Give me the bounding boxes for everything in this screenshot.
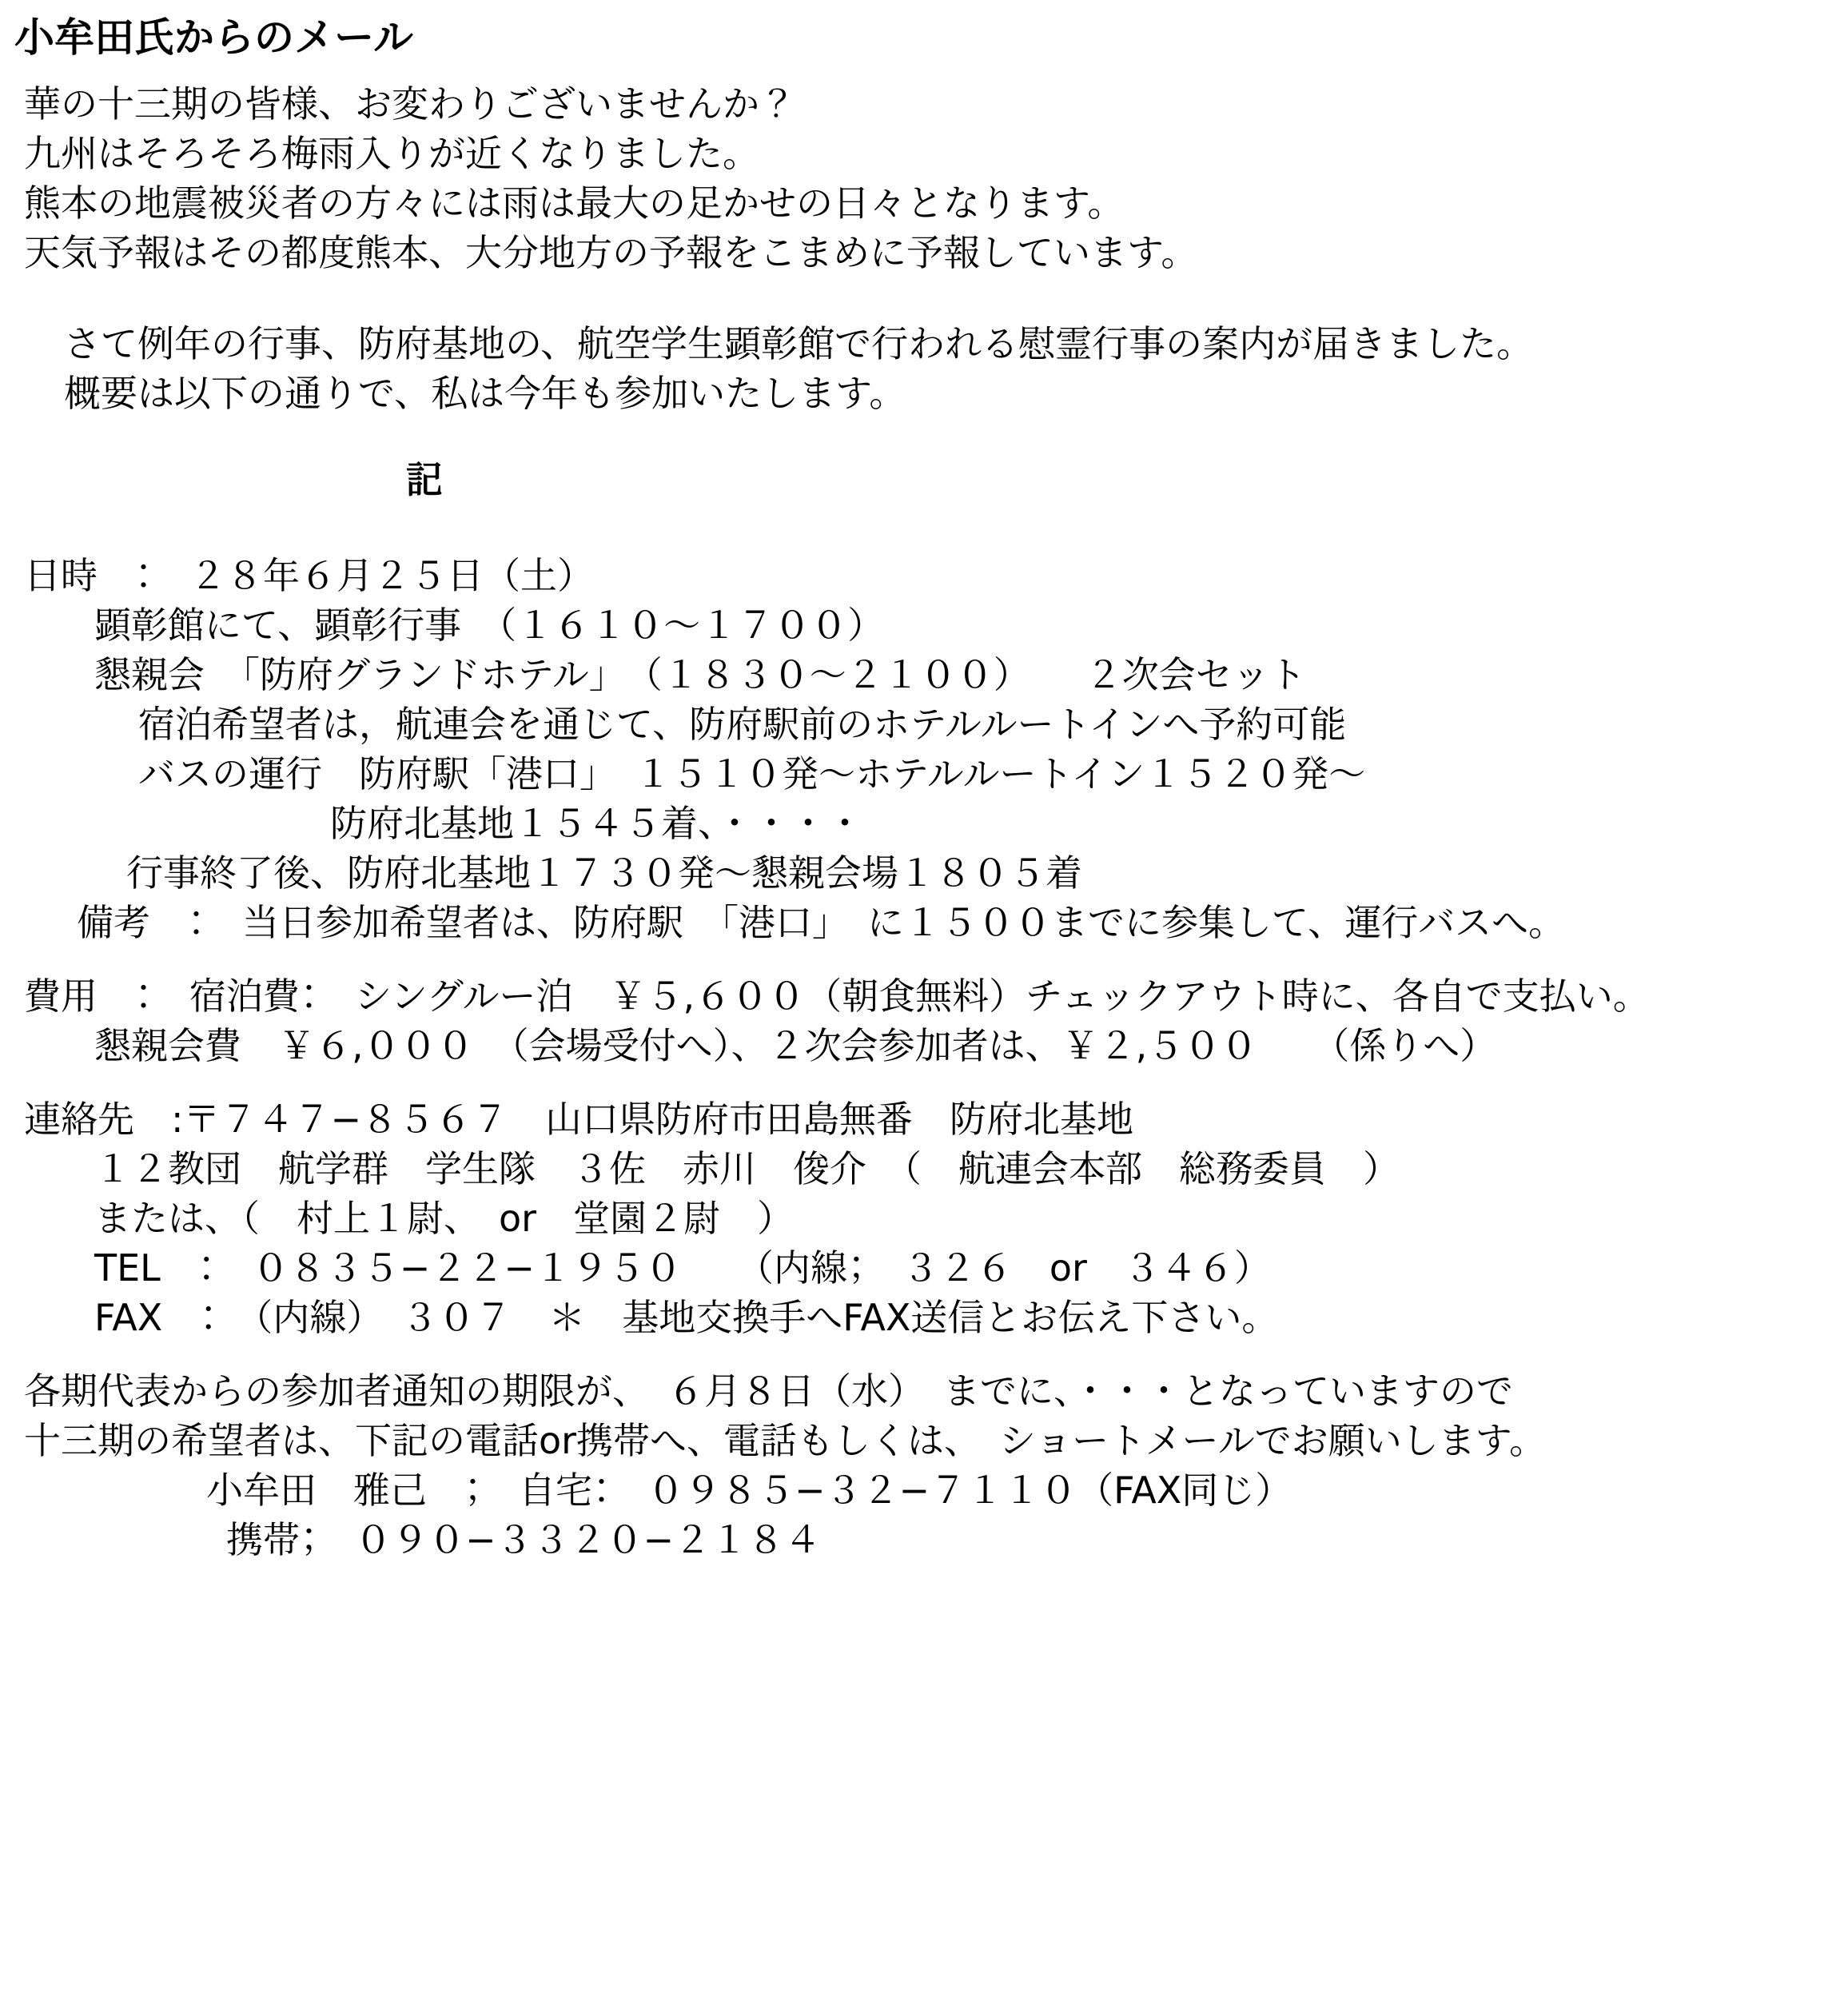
schedule-item: 宿泊希望者は，航連会を通じて、防府駅前のホテルルートインへ予約可能	[138, 703, 1347, 746]
closing-line: 十三期の希望者は、下記の電話or携帯へ、電話もしくは、 ショートメールでお願いします。	[24, 1419, 1547, 1462]
greeting-line: 九州はそろそろ梅雨入りが近くなりました。	[24, 132, 759, 175]
signature-mobile: 携帯； ０９０−３３２０−２１８４	[226, 1518, 822, 1561]
fees-line: 懇親会費 ￥６,０００ （会場受付へ）、２次会参加者は、￥２,５００ （係りへ）	[94, 1024, 1497, 1067]
page-title: 小牟田氏からのメール	[14, 14, 413, 61]
schedule-item: 行事終了後、防府北基地１７３０発〜懇親会場１８０５着	[126, 851, 1082, 895]
greeting-line: 熊本の地震被災者の方々には雨は最大の足かせの日々となります。	[24, 181, 1125, 225]
spacer	[14, 504, 1816, 551]
spacer	[14, 1070, 1816, 1094]
intro-line: さて例年の行事、防府基地の、航空学生顕彰館で行われる慰霊行事の案内が届きました。	[64, 322, 1534, 365]
schedule-datetime: 日時 ： ２８年６月２５日（土）	[24, 554, 594, 597]
intro-paragraph	[14, 319, 1816, 418]
section-marker: 記	[406, 458, 443, 501]
schedule-block	[14, 551, 1816, 947]
fees-block	[14, 971, 1816, 1070]
contact-tel: TEL ： ０８３５−２２−１９５０ （内線； ３２６ or ３４６）	[94, 1246, 1271, 1289]
greeting-line: 天気予報はその都度熊本、大分地方の予報をこまめに予報しています。	[24, 231, 1198, 274]
contact-block	[14, 1094, 1816, 1342]
schedule-item: バスの運行 防府駅「港口」 １５１０発〜ホテルルートイン１５２０発〜	[138, 752, 1366, 795]
fees-line: 費用 ： 宿泊費： シングルー泊 ￥５,６００（朝食無料）チェックアウト時に、各自で支払い。	[24, 975, 1650, 1018]
intro-line: 概要は以下の通りで、私は今年も参加いたします。	[64, 372, 906, 415]
greeting-paragraph	[14, 79, 1816, 277]
schedule-item: 懇親会 「防府グランドホテル」 （１８３０〜２１００） ２次会セット	[94, 653, 1306, 696]
contact-fax: FAX ： （内線） ３０７ ＊ 基地交換手へFAX送信とお伝え下さい。	[94, 1296, 1279, 1339]
schedule-item: 防府北基地１５４５着、・・・・	[330, 802, 863, 845]
signature-home: 小牟田 雅己 ； 自宅： ０９８５−３２−７１１０（FAX同じ）	[206, 1469, 1292, 1512]
greeting-line: 華の十三期の皆様、お変わりございませんか？	[24, 82, 796, 126]
contact-alternate: または、（ 村上１尉、 or 堂園２尉 ）	[94, 1197, 795, 1240]
contact-address: 連絡先 :〒７４７−８５６７ 山口県防府市田島無番 防府北基地	[24, 1098, 1134, 1141]
schedule-item: 顕彰館にて、顕彰行事 （１６１０〜１７００）	[94, 604, 885, 647]
closing-block	[14, 1366, 1816, 1465]
contact-unit: １２教団 航学群 学生隊 ３佐 赤川 俊介 （ 航連会本部 総務委員 ）	[94, 1147, 1400, 1190]
schedule-remarks: 備考 ： 当日参加希望者は、防府駅 「港口」 に１５００までに参集して、運行バスへ。	[77, 901, 1566, 944]
spacer	[14, 1342, 1816, 1366]
signature-block	[14, 1465, 1816, 1565]
closing-line: 各期代表からの参加者通知の期限が、 ６月８日（水） までに、・・・となっていますので	[24, 1369, 1513, 1413]
spacer	[14, 947, 1816, 971]
